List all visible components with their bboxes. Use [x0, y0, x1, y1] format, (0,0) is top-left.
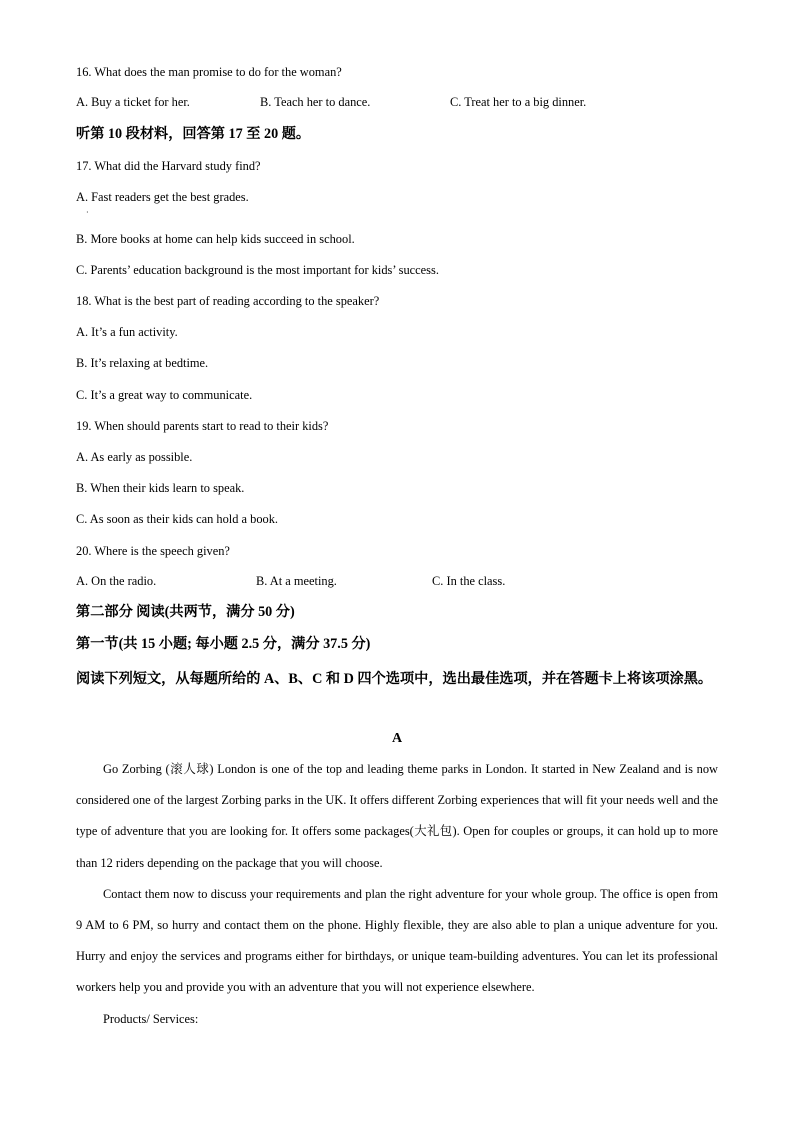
- q20-question: 20. Where is the speech given?: [76, 544, 230, 558]
- q17-question: 17. What did the Harvard study find?: [76, 159, 261, 173]
- section10-heading: 听第 10 段材料，回答第 17 至 20 题。: [76, 126, 311, 142]
- q18-option-b: B. It’s relaxing at bedtime.: [76, 356, 209, 370]
- q19-option-b: B. When their kids learn to speak.: [76, 481, 245, 495]
- q17-option-a: A. Fast readers get the best grades.: [76, 190, 249, 204]
- q20-option-b: B. At a meeting.: [256, 574, 337, 588]
- products-label: Products/ Services:: [103, 1011, 199, 1026]
- q20-option-c: C. In the class.: [432, 574, 506, 588]
- passage-paragraph-2: Contact them now to discuss your requirements and plan the right adventure for your whole group. The office is open from 9 AM to 6 PM, so hurry and contact them on the phone. Highly flexible, they are also able to plan a unique adventure for you. Hurry and enjoy the services and programs either for birthdays, or unique team-building adventures. You can let its professional workers help you and provide you with an adventure that you will not experience elsewhere.: [76, 886, 718, 995]
- q20-option-a: A. On the radio.: [76, 574, 157, 588]
- q17-option-b: B. More books at home can help kids succeed in school.: [76, 232, 355, 246]
- q16-option-a: A. Buy a ticket for her.: [76, 95, 190, 109]
- q17-option-c: C. Parents’ education background is the most important for kids’ success.: [76, 263, 439, 277]
- q16-question: 16. What does the man promise to do for the woman?: [76, 65, 342, 79]
- passage-paragraph-1: Go Zorbing (滚人球) London is one of the top and leading theme parks in London. It started in New Zealand and is now considered one of the largest Zorbing parks in the UK. It offers different Zorbing experiences that will fit your needs well and the type of adventure that you are looking for. It offers some packages(大礼包). Open for couples or groups, it can hold up to more than 12 riders depending on the package that you will choose.: [76, 762, 718, 870]
- stray-dot: ·: [86, 208, 89, 217]
- section1-heading: 第一节(共 15 小题; 每小题 2.5 分，满分 37.5 分): [76, 636, 371, 652]
- passage-body: [76, 754, 718, 1035]
- q18-question: 18. What is the best part of reading according to the speaker?: [76, 294, 380, 308]
- q18-option-c: C. It’s a great way to communicate.: [76, 388, 253, 402]
- part2-heading: 第二部分 阅读(共两节，满分 50 分): [76, 604, 295, 620]
- q18-option-a: A. It’s a fun activity.: [76, 325, 178, 339]
- q16-option-b: B. Teach her to dance.: [260, 95, 371, 109]
- passage-letter: A: [391, 731, 403, 746]
- q19-option-a: A. As early as possible.: [76, 450, 193, 464]
- instructions: 阅读下列短文，从每题所给的 A、B、C 和 D 四个选项中，选出最佳选项，并在答题卡上将该项涂黑。: [76, 671, 713, 687]
- q19-option-c: C. As soon as their kids can hold a book.: [76, 512, 279, 526]
- q19-question: 19. When should parents start to read to their kids?: [76, 419, 329, 433]
- q16-option-c: C. Treat her to a big dinner.: [450, 95, 587, 109]
